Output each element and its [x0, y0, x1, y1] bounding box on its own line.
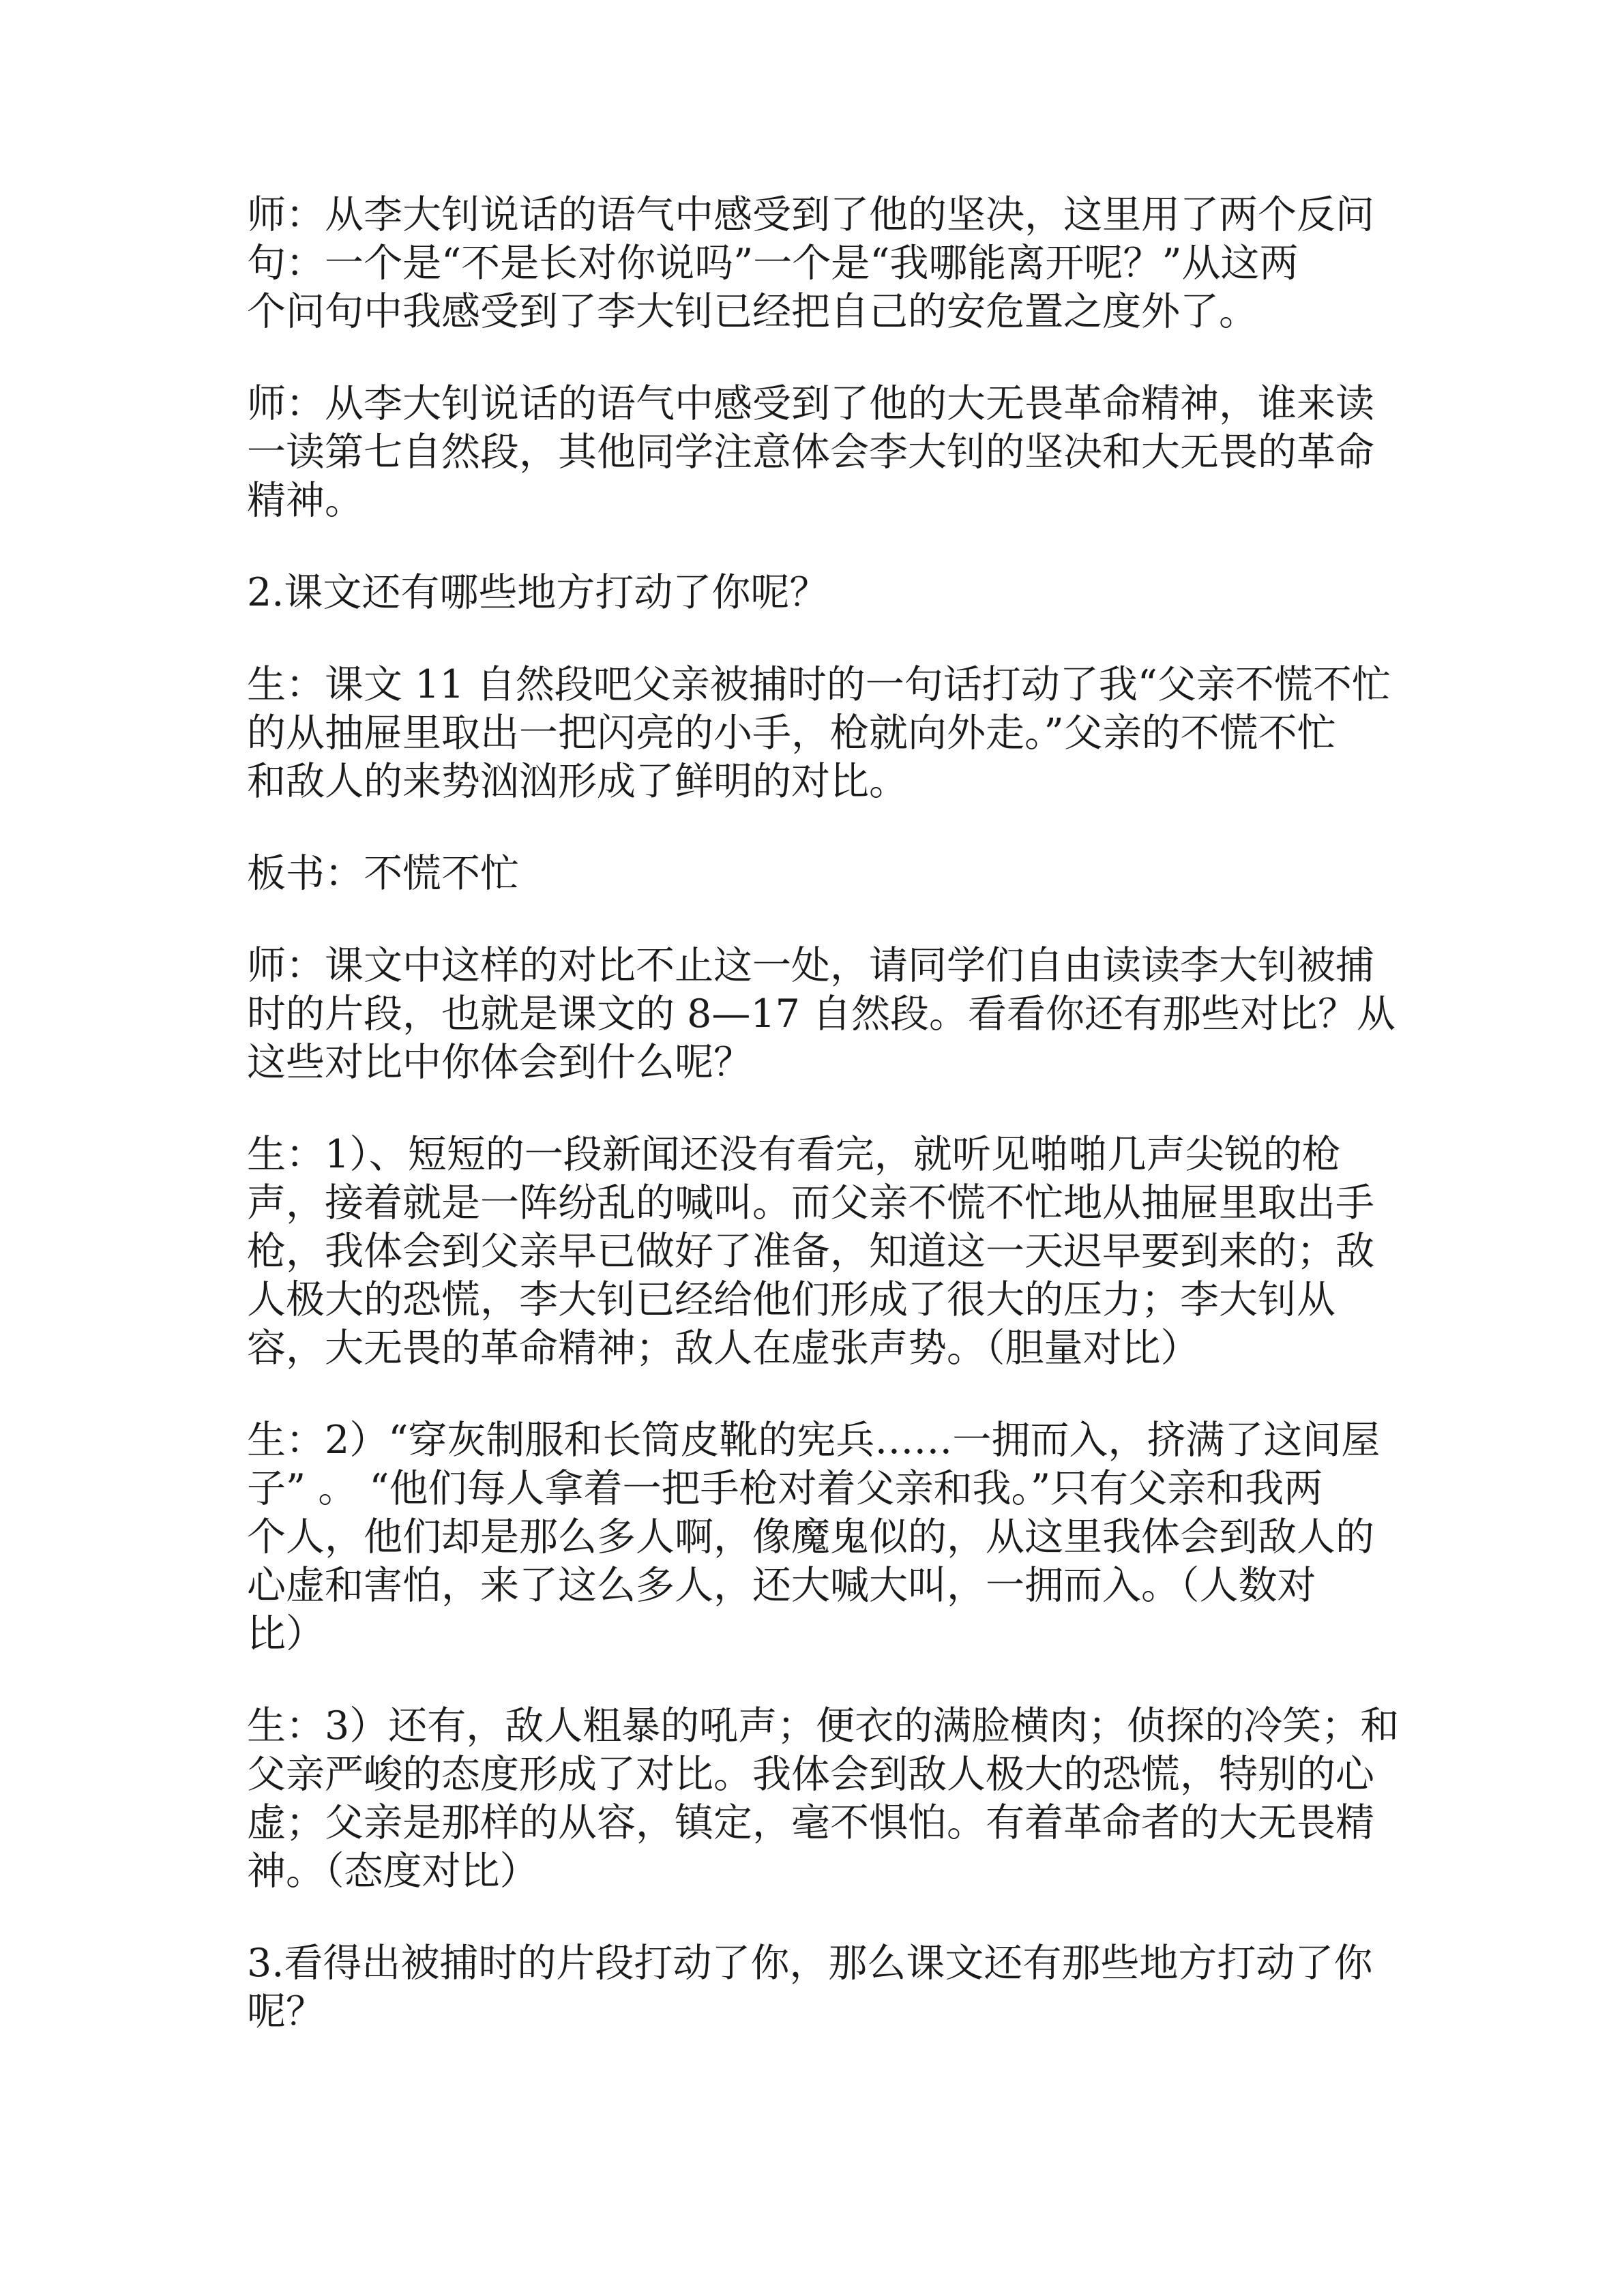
text-line: 个问句中我感受到了李大钊已经把自己的安危置之度外了。: [247, 289, 1258, 334]
text-line: 2.课文还有哪些地方打动了你呢？: [247, 570, 829, 615]
text-line: 心虚和害怕，来了这么多人，还大喊大叫，一拥而入。（人数对: [247, 1563, 1316, 1608]
paragraph: [247, 380, 1379, 525]
document-body: [247, 191, 1400, 2080]
text-line: 师：课文中这样的对比不止这一处，请同学们自由读读李大钊被捕: [247, 943, 1374, 988]
text-line: 生：3）还有，敌人粗暴的吼声；便衣的满脸横肉；侦探的冷笑；和: [247, 1703, 1400, 1748]
text-line: 人极大的恐慌，李大钊已经给他们形成了很大的压力；李大钊从: [247, 1277, 1335, 1322]
text-line: 精神。: [247, 478, 364, 523]
text-line: 枪，我体会到父亲早已做好了准备，知道这一天迟早要到来的；敌: [247, 1229, 1374, 1274]
text-line: 呢？: [247, 1989, 325, 2034]
text-line: 虚；父亲是那样的从容，镇定，毫不惧怕。有着革命者的大无畏精: [247, 1800, 1374, 1845]
text-line: 生：2）“穿灰制服和长筒皮靴的宪兵……一拥而入，挤满了这间屋: [247, 1418, 1381, 1463]
text-line: 容，大无畏的革命精神；敌人在虚张声势。（胆量对比）: [247, 1326, 1200, 1371]
text-line: 时的片段，也就是课文的 8—17 自然段。看看你还有那些对比？从: [247, 992, 1396, 1037]
paragraph: [247, 1131, 1379, 1373]
text-line: 板书：不慌不忙: [247, 851, 519, 896]
paragraph: [247, 661, 1391, 806]
text-line: 神。（态度对比）: [247, 1849, 539, 1894]
text-line: 师：从李大钊说话的语气中感受到了他的大无畏革命精神，谁来读: [247, 381, 1374, 426]
text-line: 一读第七自然段，其他同学注意体会李大钊的坚决和大无畏的革命: [247, 430, 1374, 475]
text-line: 比）: [247, 1611, 325, 1656]
paragraph: [247, 569, 1379, 617]
text-line: 师：从李大钊说话的语气中感受到了他的坚决，这里用了两个反问: [247, 192, 1374, 237]
text-line: 生：1）、短短的一段新闻还没有看完，就听见啪啪几声尖锐的枪: [247, 1132, 1341, 1177]
text-line: 句：一个是“不是长对你说吗”一个是“我哪能离开呢？”从这两: [247, 241, 1299, 286]
paragraph: [247, 850, 1379, 898]
text-line: 3.看得出被捕时的片段打动了你，那么课文还有那些地方打动了你: [247, 1941, 1373, 1986]
paragraph: [247, 1939, 1379, 2036]
paragraph: [247, 191, 1379, 336]
text-line: 和敌人的来势汹汹形成了鲜明的对比。: [247, 759, 908, 804]
text-line: 个人，他们却是那么多人啊，像魔鬼似的，从这里我体会到敌人的: [247, 1515, 1374, 1560]
text-line: 父亲严峻的态度形成了对比。我体会到敌人极大的恐慌，特别的心: [247, 1752, 1374, 1797]
text-line: 生：课文 11 自然段吧父亲被捕时的一句话打动了我“父亲不慌不忙: [247, 662, 1391, 707]
text-line: 声，接着就是一阵纷乱的喊叫。而父亲不慌不忙地从抽屉里取出手: [247, 1180, 1374, 1225]
paragraph: [247, 942, 1396, 1087]
text-line: 这些对比中你体会到什么呢？: [247, 1040, 752, 1085]
text-line: 的从抽屉里取出一把闪亮的小手，枪就向外走。”父亲的不慌不忙: [247, 711, 1336, 756]
paragraph: [247, 1702, 1400, 1896]
text-line: 子” 。 “他们每人拿着一把手枪对着父亲和我。”只有父亲和我两: [247, 1466, 1323, 1511]
paragraph: [247, 1416, 1379, 1658]
